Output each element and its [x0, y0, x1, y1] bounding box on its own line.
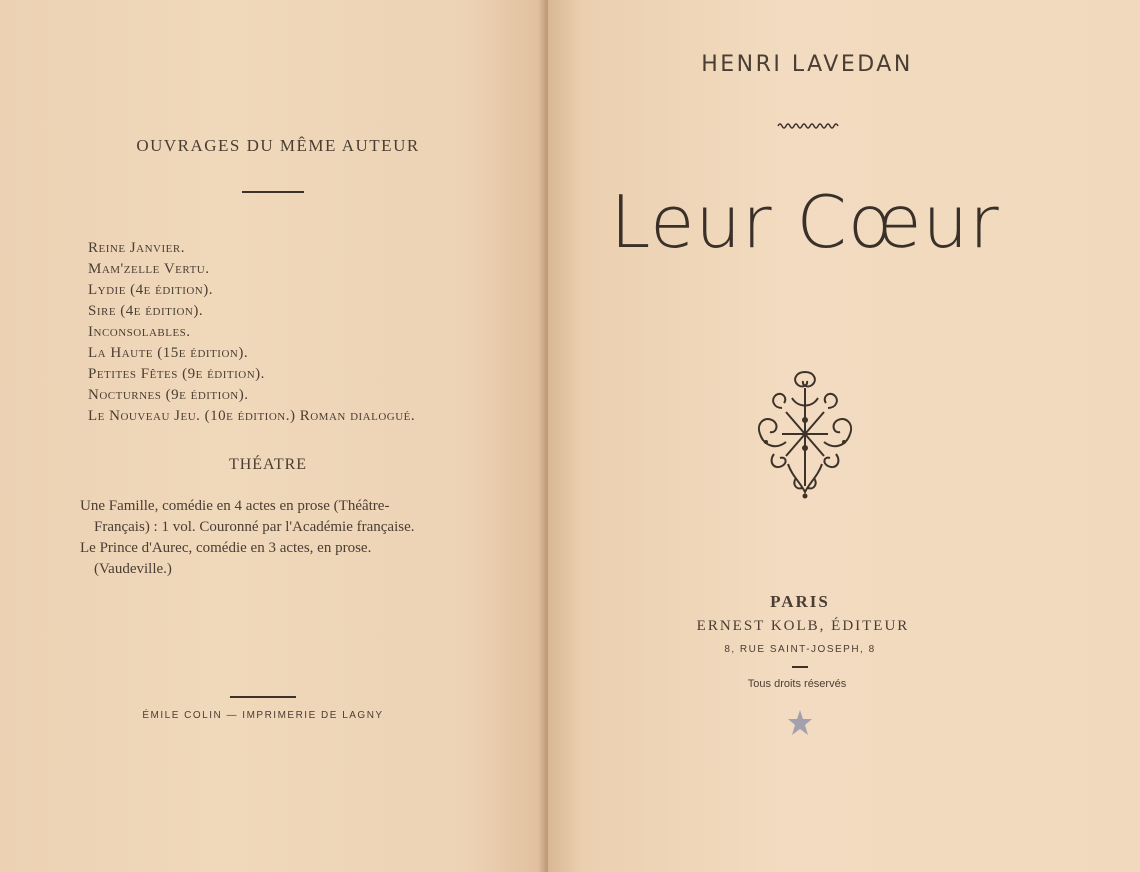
- rights-notice: Tous droits réservés: [747, 678, 847, 690]
- work-item: Sire (4e édition).: [88, 303, 204, 319]
- play-line: Le Prince d'Aurec, comédie en 3 actes, en prose.: [80, 540, 372, 556]
- works-heading: OUVRAGES DU MÊME AUTEUR: [136, 136, 420, 155]
- publisher-address: 8, RUE SAINT-JOSEPH, 8: [724, 644, 876, 655]
- work-item: Mam'zelle Vertu.: [88, 261, 210, 277]
- work-item: Inconsolables.: [88, 324, 191, 340]
- library-stamp-icon: [785, 708, 815, 740]
- plays-list: [80, 496, 460, 580]
- publisher-name: ERNEST KOLB, ÉDITEUR: [696, 618, 910, 634]
- author-name: HENRI LAVEDAN: [701, 52, 913, 77]
- work-item: La Haute (15e édition).: [88, 345, 249, 361]
- work-item: Reine Janvier.: [88, 240, 185, 256]
- publisher-city: PARIS: [770, 592, 830, 611]
- book-title: Leur Cœur: [610, 180, 1000, 264]
- work-item: Le Nouveau Jeu. (10e édition.) Roman dialogué.: [88, 408, 416, 424]
- play-entry: [80, 496, 460, 538]
- play-line: (Vaudeville.): [94, 561, 172, 577]
- printer-rule: [230, 696, 296, 698]
- play-line: Une Famille, comédie en 4 actes en prose (Théâtre-: [80, 498, 390, 514]
- wavy-rule-icon: [776, 121, 840, 131]
- monogram-ornament-icon: [752, 368, 858, 500]
- heading-rule: [242, 191, 304, 193]
- play-entry: [80, 538, 460, 580]
- work-item: Petites Fêtes (9e édition).: [88, 366, 265, 382]
- printer-imprint: ÉMILE COLIN — IMPRIMERIE DE LAGNY: [142, 710, 384, 721]
- theatre-heading: THÉATRE: [228, 456, 308, 473]
- work-item: Nocturnes (9e édition).: [88, 387, 249, 403]
- left-page: [0, 0, 548, 872]
- play-line: Français) : 1 vol. Couronné par l'Académie française.: [94, 519, 415, 535]
- works-list: [88, 238, 415, 427]
- address-rule: [792, 666, 808, 668]
- work-item: Lydie (4e édition).: [88, 282, 213, 298]
